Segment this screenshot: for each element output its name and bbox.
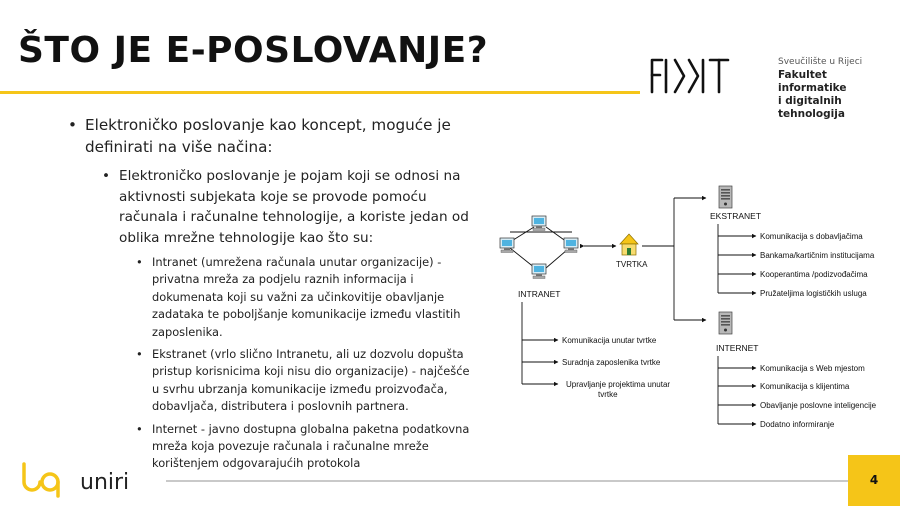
logo-university: Sveučilište u Rijeci [778, 57, 863, 67]
intranet-item: Komunikacija unutar tvrtke [562, 336, 657, 345]
ekstranet-server-icon [719, 186, 732, 208]
bullet-level-2 [102, 166, 480, 248]
footer-divider [166, 480, 848, 482]
internet-cluster [716, 312, 877, 429]
bullet-dot-icon: • [136, 255, 143, 269]
bullet-dot-icon: • [68, 116, 77, 134]
internet-item: Dodatno informiranje [760, 420, 835, 429]
network-diagram [492, 176, 900, 438]
internet-server-icon [719, 312, 732, 334]
slide-title: ŠTO JE E-POSLOVANJE? [18, 30, 489, 71]
bullet-text: Elektroničko poslovanje je pojam koji se odnosi na aktivnosti subjekata koje se provode pomoću računala i računalne tehnologije, a koriste jedan od oblika mrežne tehnologije kao što su: [119, 168, 469, 246]
intranet-item: Upravljanje projektima unutar [566, 380, 671, 389]
ekstranet-item: Pružateljima logističkih usluga [760, 289, 867, 298]
internet-item: Komunikacija s klijentima [760, 382, 850, 391]
page-number: 4 [869, 473, 879, 487]
logo-faculty-2: i digitalnih tehnologija [778, 95, 845, 120]
title-underline [0, 91, 640, 94]
bullet-level-1 [68, 114, 480, 158]
footer-logo [20, 460, 170, 500]
uniri-logo-icon [20, 460, 170, 500]
intranet-item: tvrtke [598, 390, 618, 399]
internet-item: Obavljanje poslovne inteligencije [760, 401, 877, 410]
uniri-logo-text: uniri [80, 470, 130, 495]
fidit-logo [648, 54, 898, 120]
logo-faculty: Fakultet informatike [778, 69, 847, 94]
ekstranet-item: Bankama/kartičnim institucijama [760, 251, 875, 260]
intranet-cluster [500, 216, 578, 299]
bullet-text: Intranet (umrežena računala unutar organizacije) - privatna mreža za podjelu raznih informacija i dokumenata koji su važni za učinkovitije obavljanje zadataka te poboljšanje komunikacije između vlastitih zaposlenika. [152, 255, 461, 339]
intranet-pc-icon [564, 238, 578, 253]
intranet-activities [522, 302, 670, 399]
bullet-intranet [136, 254, 480, 341]
bullet-ekstranet [136, 346, 480, 416]
bullet-text: Ekstranet (vrlo slično Intranetu, ali uz dozvolu dopušta pristup korisnicima koji nisu dio organizacije) - najčešće u svrhu ubrzanja komunikacije između proizvođača, dobavljača, distributera i poslovnih partnera. [152, 347, 470, 414]
tvrtka-house-icon [620, 234, 638, 255]
tvrtka-label: TVRTKA [616, 260, 648, 269]
ekstranet-item: Komunikacija s dobavljačima [760, 232, 863, 241]
intranet-pc-icon [532, 216, 546, 231]
bullet-text: Elektroničko poslovanje kao koncept, moguće je definirati na više načina: [85, 116, 451, 156]
bullet-dot-icon: • [102, 168, 111, 184]
intranet-pc-icon [500, 238, 514, 253]
intranet-pc-icon [532, 264, 546, 279]
bullet-dot-icon: • [136, 347, 143, 362]
intranet-label: INTRANET [518, 289, 561, 299]
intranet-item: Suradnja zaposlenika tvrtke [562, 358, 661, 367]
bullet-internet [136, 421, 480, 473]
ekstranet-cluster [710, 186, 875, 298]
bullet-dot-icon: • [136, 421, 143, 436]
internet-label: INTERNET [716, 343, 759, 353]
bullet-text: Internet - javno dostupna globalna paketna podatkovna mreža koja povezuje računala i računalne mreže korištenjem odgovarajućih protokola [152, 421, 470, 471]
fidit-logo-mark [648, 54, 770, 98]
content-bullets [68, 114, 480, 478]
page-number-box [848, 455, 900, 506]
internet-item: Komunikacija s Web mjestom [760, 364, 865, 373]
ekstranet-item: Kooperantima /podizvođačima [760, 270, 868, 279]
ekstranet-label: EKSTRANET [710, 211, 762, 221]
